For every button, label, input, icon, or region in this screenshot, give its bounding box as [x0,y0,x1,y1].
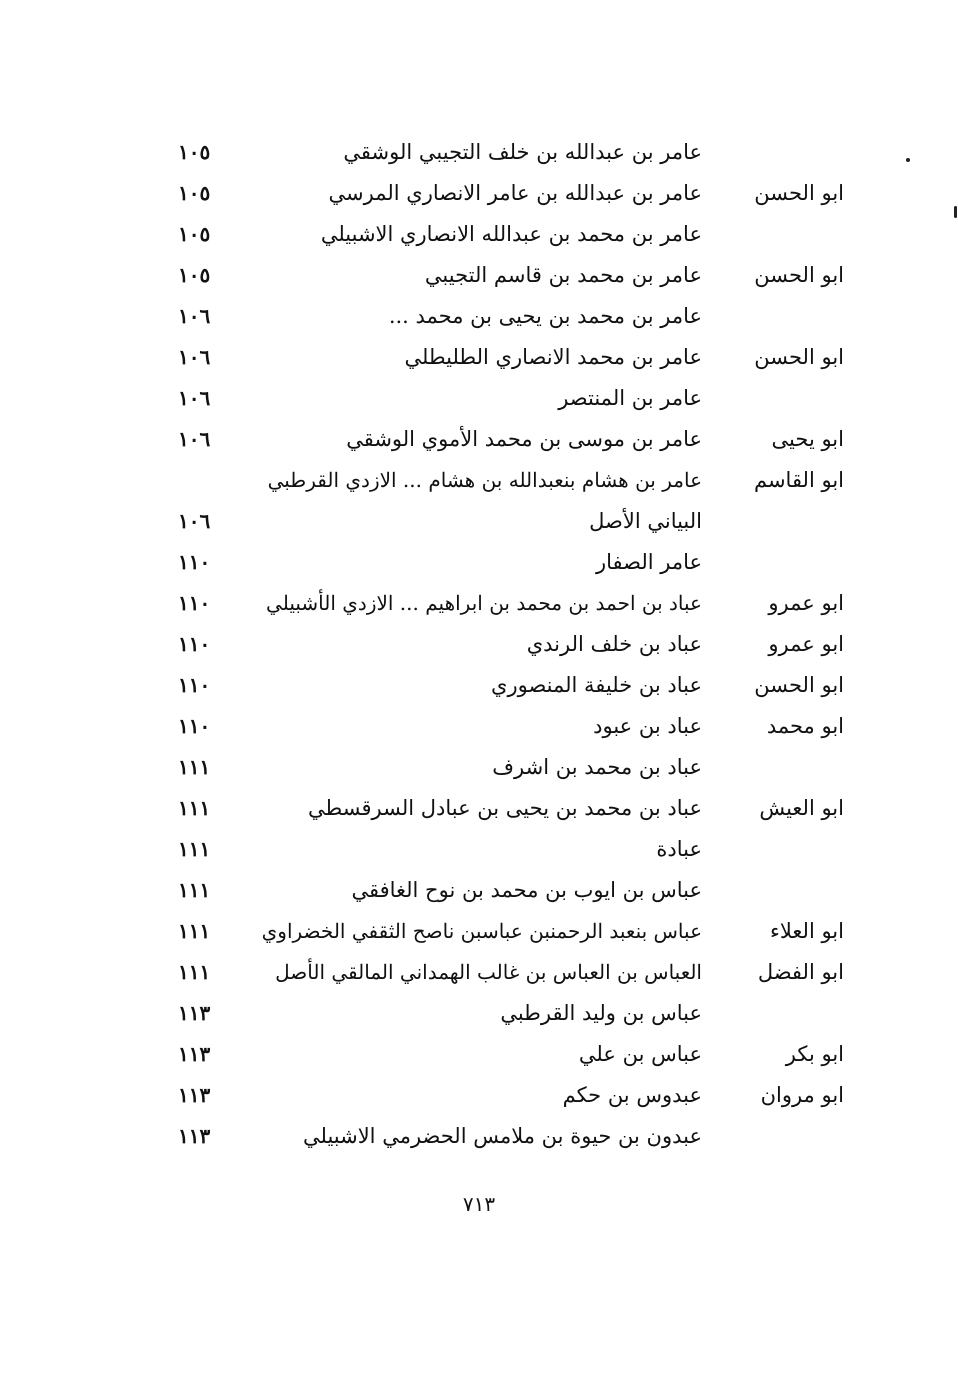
entry-kunya: ابو العلاء [770,919,844,943]
index-entry-row [170,870,850,911]
index-entry-row [170,337,850,378]
entry-kunya: ابو الحسن [754,263,844,287]
index-entry-row [170,1034,850,1075]
scan-speck [954,206,957,218]
entry-page-number: ١١٣ [178,1083,211,1107]
index-entry-row [170,583,850,624]
index-entry-row [170,460,850,501]
entry-name: عامر الصفار [595,550,702,574]
entry-page-number: ١٠٦ [178,345,211,369]
entry-page-number: ١١٣ [178,1042,211,1066]
entry-name: عباد بن خليفة المنصوري [491,673,702,697]
entry-kunya: ابو القاسم [753,468,844,492]
entry-name: عباس بن وليد القرطبي [500,1001,702,1025]
entry-page-number: ١٠٥ [178,181,211,205]
entry-name: عبدوس بن حكم [562,1083,702,1107]
entry-page-number: ١٠٥ [178,140,211,164]
entry-name: عباس بنعبد الرحمنبن عباسبن ناصح الثقفي الخضراوي [261,919,702,943]
entry-name: العباس بن العباس بن غالب الهمداني المالقي الأصل [275,960,702,984]
entry-kunya: ابو محمد [766,714,844,738]
entry-kunya: ابو الحسن [754,673,844,697]
entry-page-number: ١٠٦ [178,427,211,451]
entry-kunya: ابو مروان [760,1083,844,1107]
entry-page-number: ١١٠ [178,550,211,574]
entry-name: عامر بن محمد بن عبدالله الانصاري الاشبيلي [320,222,702,246]
entry-name: عامر بن محمد الانصاري الطليطلي [404,345,702,369]
index-entry-row [170,296,850,337]
entry-name: عامر بن عبدالله بن عامر الانصاري المرسي [328,181,702,205]
index-entry-row [170,1116,850,1157]
index-entry-row [170,747,850,788]
entry-page-number: ١٠٦ [178,304,211,328]
entry-page-number: ١٠٥ [178,263,211,287]
entry-kunya: ابو الحسن [754,181,844,205]
index-entry-row [170,788,850,829]
index-entry-row [170,378,850,419]
entry-kunya: ابو الحسن [754,345,844,369]
page-number: ٧١٣ [462,1192,496,1216]
entry-page-number: ١١٣ [178,1124,211,1148]
entry-page-number: ١١١ [178,796,211,820]
entry-name: عباد بن محمد بن اشرف [492,755,702,779]
entry-page-number: ١١١ [178,755,211,779]
entry-page-number: ١٠٦ [178,386,211,410]
entry-page-number: ١١٠ [178,632,211,656]
index-entry-row [170,419,850,460]
scan-speck [906,158,910,162]
index-entry-row [170,255,850,296]
entry-page-number: ١١٠ [178,673,211,697]
entry-name: عباد بن عبود [593,714,702,738]
entry-kunya: ابو العيش [759,796,844,820]
index-entry-row [170,706,850,747]
index-entry-row [170,214,850,255]
entry-name: عبادة [656,837,702,861]
entry-name: عامر بن هشام بنعبدالله بن هشام ... الازدي القرطبي [267,468,702,492]
entry-name: البياني الأصل [589,509,702,533]
entry-page-number: ١١٠ [178,714,211,738]
entry-name: عامر بن موسى بن محمد الأموي الوشقي [346,427,702,451]
entry-page-number: ١١١ [178,960,211,984]
entry-name: عباس بن ايوب بن محمد بن نوح الغافقي [351,878,702,902]
entry-name: عباد بن خلف الرندي [526,632,702,656]
index-entry-row [170,1075,850,1116]
entry-kunya: ابو الفضل [757,960,844,984]
entry-name: عباد بن احمد بن محمد بن ابراهيم ... الازدي الأشبيلي [266,591,702,615]
entry-name: عباس بن علي [578,1042,702,1066]
entry-page-number: ١١٠ [178,591,211,615]
entry-name: عبدون بن حيوة بن ملامس الحضرمي الاشبيلي [302,1124,702,1148]
entry-kunya: ابو عمرو [768,632,844,656]
entry-kunya: ابو بكر [785,1042,844,1066]
entry-page-number: ١٠٥ [178,222,211,246]
entry-page-number: ١١١ [178,919,211,943]
entry-page-number: ١٠٦ [178,509,211,533]
entry-name: عامر بن المنتصر [558,386,702,410]
index-entries-list [170,132,850,1157]
entry-page-number: ١١١ [178,878,211,902]
entry-kunya: ابو عمرو [768,591,844,615]
entry-kunya: ابو يحيى [771,427,844,451]
index-entry-row [170,542,850,583]
index-entry-row [170,993,850,1034]
index-entry-row [170,501,850,542]
index-entry-row [170,132,850,173]
index-entry-row [170,911,850,952]
entry-name: عامر بن عبدالله بن خلف التجيبي الوشقي [343,140,702,164]
entry-name: عامر بن محمد بن يحيى بن محمد ... [388,304,702,328]
entry-page-number: ١١٣ [178,1001,211,1025]
index-entry-row [170,624,850,665]
index-entry-row [170,952,850,993]
index-entry-row [170,173,850,214]
index-entry-row [170,829,850,870]
index-entry-row [170,665,850,706]
entry-name: عامر بن محمد بن قاسم التجيبي [424,263,702,287]
entry-page-number: ١١١ [178,837,211,861]
entry-name: عباد بن محمد بن يحيى بن عبادل السرقسطي [308,796,702,820]
